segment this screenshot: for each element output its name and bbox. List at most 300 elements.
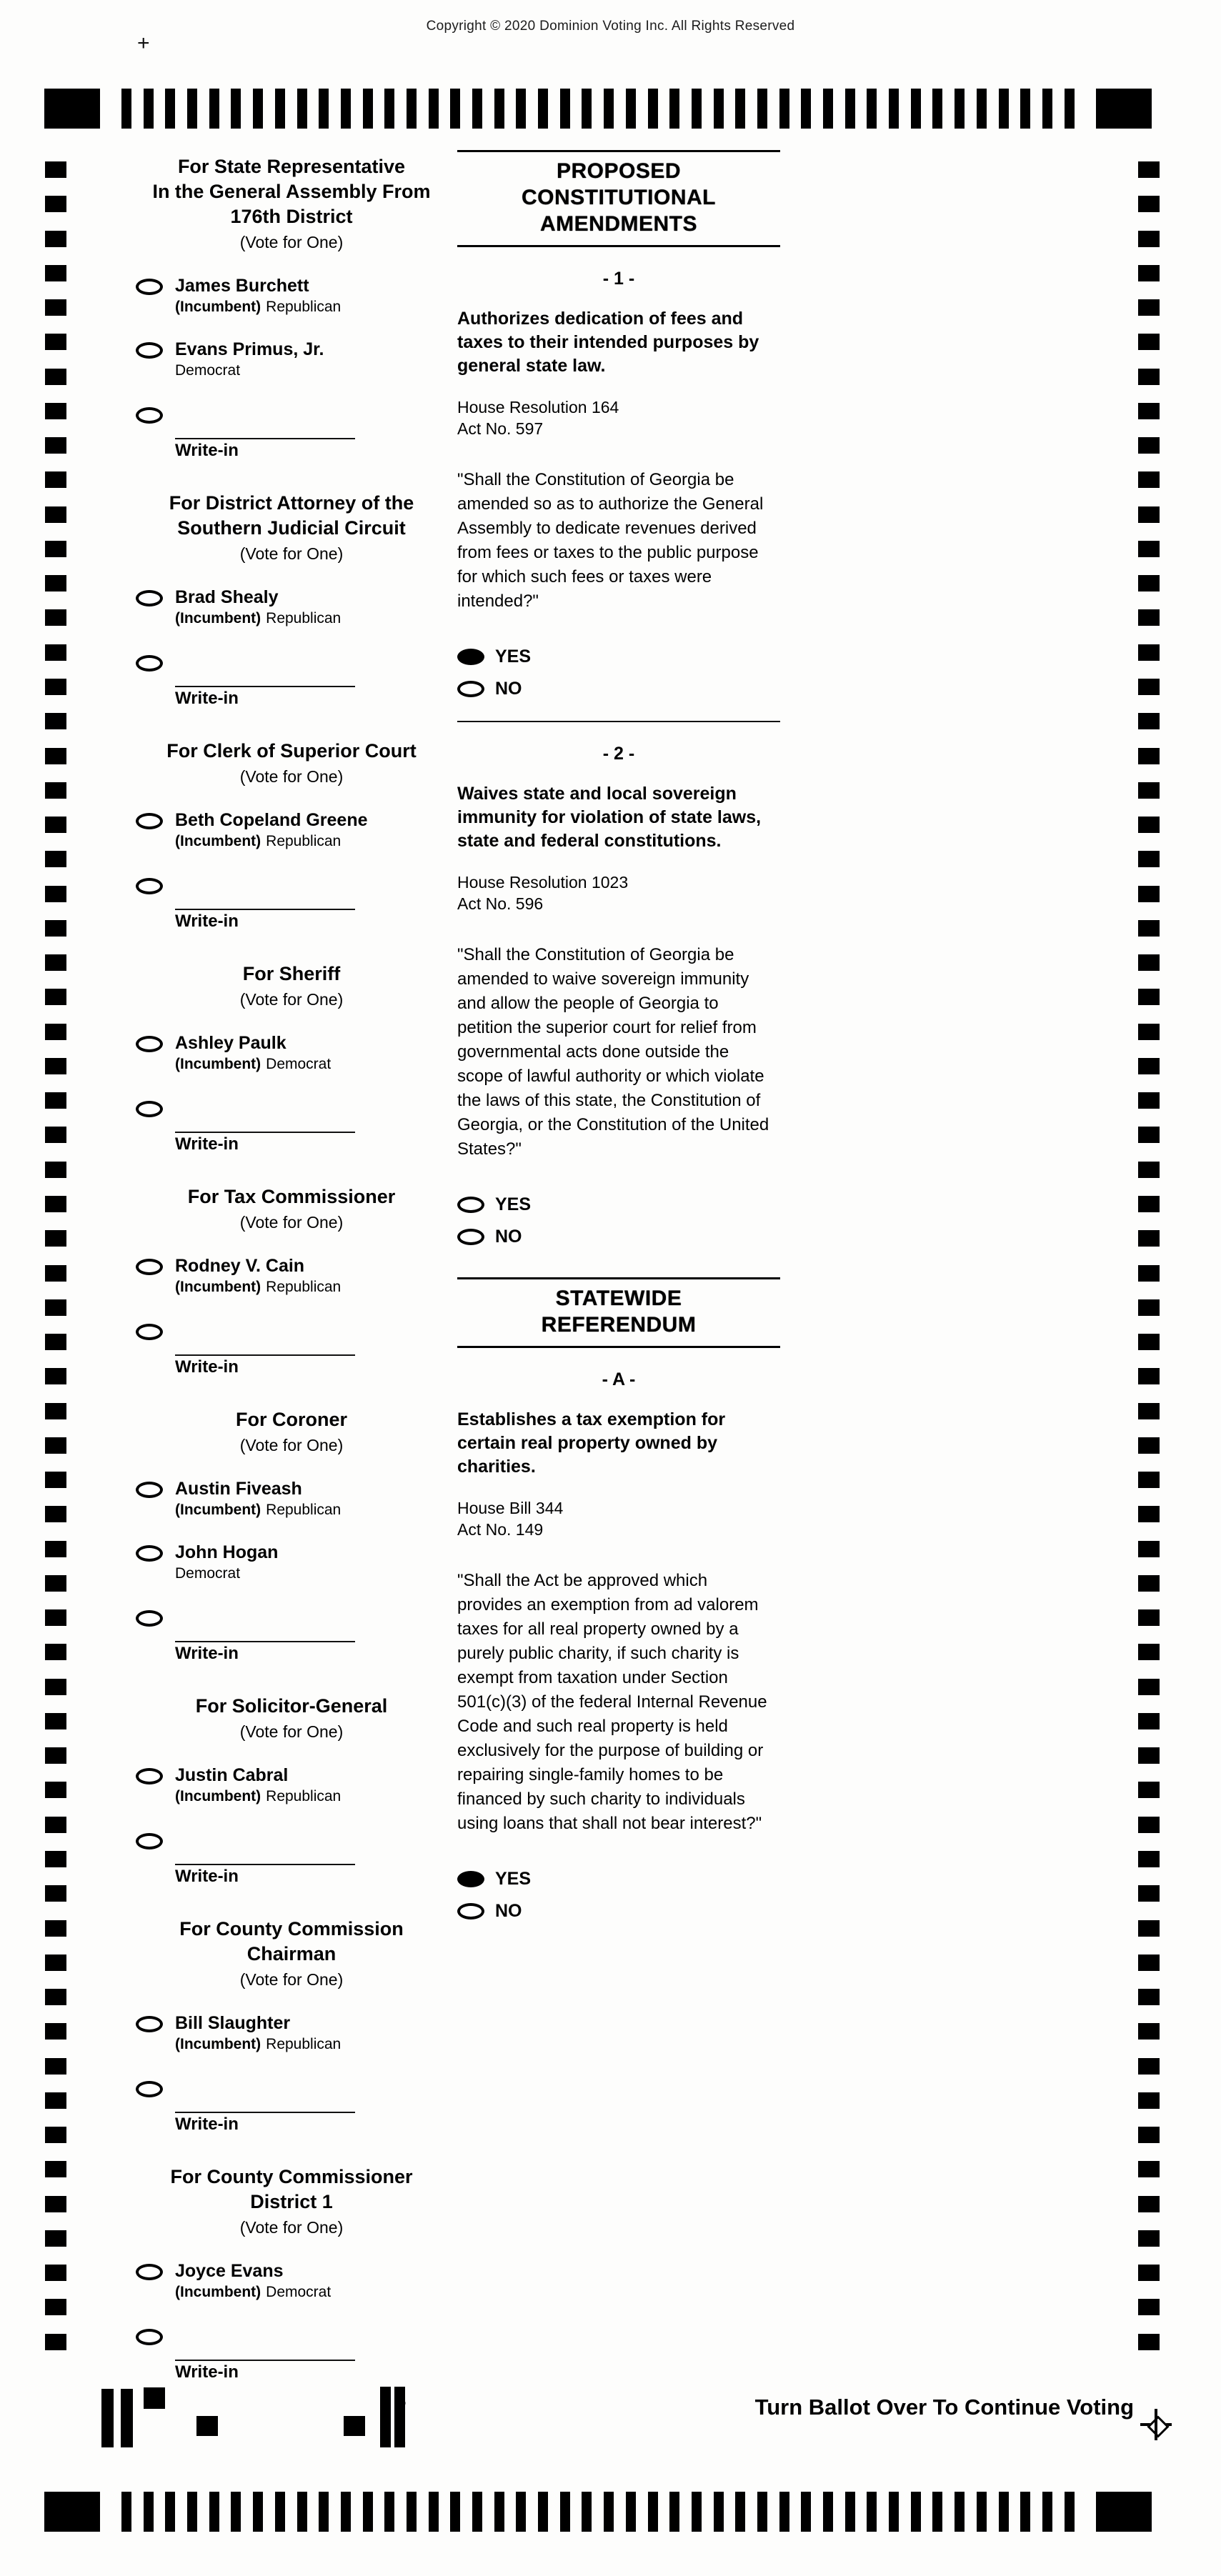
timing-end-block (44, 2492, 100, 2532)
timing-mark (955, 2492, 965, 2532)
timing-mark (45, 1817, 66, 1833)
vote-oval[interactable] (136, 878, 163, 894)
timing-mark (45, 1851, 66, 1867)
timing-mark (889, 2492, 899, 2532)
timing-mark (429, 2492, 439, 2532)
write-in-line[interactable] (175, 1641, 355, 1642)
measure-section (457, 150, 780, 1247)
timing-mark (45, 1334, 66, 1350)
measure-option[interactable] (457, 1227, 780, 1247)
contest-title: For Clerk of Superior Court (166, 740, 417, 762)
timing-mark (1138, 1437, 1160, 1454)
timing-mark (45, 954, 66, 971)
timing-mark (45, 575, 66, 591)
candidate-option[interactable] (136, 339, 447, 380)
candidate-party (175, 2282, 331, 2302)
timing-mark (45, 1782, 66, 1798)
ballot-measure (457, 1348, 780, 1922)
candidate-list (136, 809, 447, 932)
timing-mark (1138, 2196, 1160, 2212)
vote-oval[interactable] (457, 1871, 484, 1887)
candidate-option[interactable] (136, 2260, 447, 2302)
timing-mark (231, 89, 241, 129)
timing-end-block (1096, 89, 1152, 129)
write-in-area (175, 2360, 355, 2382)
timing-mark (889, 89, 899, 129)
measure-summary: Establishes a tax exemption for certain real property owned by charities. (457, 1409, 726, 1477)
write-in-label: Write-in (175, 2115, 239, 2134)
timing-mark (538, 2492, 548, 2532)
timing-mark (45, 1920, 66, 1937)
timing-mark (823, 89, 833, 129)
timing-mark (45, 403, 66, 419)
write-in-area (175, 1864, 355, 1887)
measure-reference: House Bill 344 Act No. 149 (457, 1499, 564, 1539)
contest-title: For Solicitor-General (195, 1695, 388, 1717)
timing-mark (45, 1196, 66, 1212)
timing-mark (45, 817, 66, 833)
candidate-list (136, 2012, 447, 2135)
timing-mark (341, 2492, 351, 2532)
timing-mark (429, 89, 439, 129)
timing-mark (1138, 782, 1160, 799)
timing-mark (560, 2492, 570, 2532)
timing-mark (1138, 1679, 1160, 1695)
timing-mark (1138, 2299, 1160, 2315)
timing-mark (45, 2127, 66, 2143)
timing-mark (45, 1541, 66, 1557)
timing-mark (45, 886, 66, 902)
vote-oval[interactable] (136, 1259, 163, 1275)
party-label: Democrat (175, 1565, 241, 1582)
party-label: Republican (266, 299, 342, 315)
contest-instruction: (Vote for One) (239, 990, 344, 1009)
timing-mark (407, 2492, 417, 2532)
timing-mark (45, 2230, 66, 2247)
timing-mark (1138, 2092, 1160, 2109)
timing-mark (45, 334, 66, 350)
timing-mark (165, 2492, 175, 2532)
timing-mark (932, 89, 942, 129)
timing-mark (867, 89, 877, 129)
candidate-name: Evans Primus, Jr. (175, 339, 324, 359)
vote-oval[interactable] (136, 1324, 163, 1340)
timing-mark (45, 1713, 66, 1729)
candidate-name: Joyce Evans (175, 2261, 284, 2281)
write-in-line[interactable] (175, 1864, 355, 1865)
timing-mark (144, 2492, 154, 2532)
candidate-option[interactable] (136, 1255, 447, 1297)
ballot-measure (457, 721, 780, 1247)
vote-oval[interactable] (136, 1545, 163, 1562)
timing-bars (121, 89, 1075, 129)
option-label: NO (495, 1227, 522, 1247)
timing-mark (1138, 2161, 1160, 2177)
timing-mark (1138, 471, 1160, 488)
timing-mark (45, 851, 66, 867)
timing-mark (45, 1472, 66, 1488)
write-in-line[interactable] (175, 909, 355, 910)
measure-option[interactable] (457, 679, 780, 699)
vote-oval[interactable] (136, 2264, 163, 2280)
write-in-option[interactable] (136, 1610, 447, 1664)
measure-number: - 1 - (602, 269, 635, 289)
measure-list (457, 1348, 780, 1922)
timing-mark (1138, 1058, 1160, 1074)
vote-oval[interactable] (136, 2016, 163, 2032)
timing-mark (1138, 2127, 1160, 2143)
candidate-list (136, 1478, 447, 1664)
timing-mark (1138, 1541, 1160, 1557)
timing-mark (1138, 748, 1160, 764)
timing-mark (1020, 2492, 1030, 2532)
timing-mark (297, 89, 307, 129)
vote-oval[interactable] (136, 813, 163, 829)
timing-mark (363, 2492, 373, 2532)
timing-mark (977, 89, 987, 129)
timing-mark (582, 89, 592, 129)
timing-mark (45, 609, 66, 626)
party-label: Republican (266, 1502, 342, 1518)
write-in-label: Write-in (175, 1644, 239, 1663)
timing-mark (45, 506, 66, 523)
write-in-option[interactable] (136, 1324, 447, 1377)
vote-oval[interactable] (136, 1036, 163, 1052)
timing-mark (1138, 231, 1160, 247)
candidate-party (175, 297, 341, 316)
vote-oval[interactable] (136, 1101, 163, 1117)
timing-mark (1138, 609, 1160, 626)
timing-mark (560, 89, 570, 129)
timing-marks-right (1138, 161, 1160, 2350)
party-label: Democrat (266, 1056, 332, 1072)
timing-mark (384, 2492, 394, 2532)
timing-mark (604, 89, 614, 129)
timing-mark (516, 2492, 526, 2532)
timing-mark (932, 2492, 942, 2532)
timing-mark (911, 2492, 921, 2532)
timing-mark (1138, 679, 1160, 695)
vote-oval[interactable] (136, 2081, 163, 2097)
timing-mark (1138, 1644, 1160, 1660)
write-in-label: Write-in (175, 441, 239, 460)
copyright-notice: Copyright © 2020 Dominion Voting Inc. All Rights Reserved (426, 19, 795, 34)
timing-mark (45, 471, 66, 488)
contest-title: For District Attorney of the Southern Judicial Circuit (169, 492, 414, 539)
timing-mark (692, 2492, 702, 2532)
timing-mark (45, 1989, 66, 2005)
write-in-area (175, 909, 355, 932)
registration-plus-icon: + (137, 31, 150, 55)
write-in-option[interactable] (136, 655, 447, 709)
write-in-line[interactable] (175, 1354, 355, 1356)
timing-mark (450, 2492, 460, 2532)
timing-mark (1138, 1713, 1160, 1729)
timing-marks-top (44, 89, 1152, 129)
timing-mark (1138, 1575, 1160, 1592)
incumbent-label: (Incumbent) (175, 1788, 261, 1804)
candidate-text (175, 1542, 278, 1583)
write-in-option[interactable] (136, 1833, 447, 1887)
timing-mark (45, 541, 66, 557)
timing-mark (45, 231, 66, 247)
timing-mark (187, 2492, 197, 2532)
write-in-label: Write-in (175, 2362, 239, 2382)
timing-mark (538, 89, 548, 129)
timing-mark (1138, 196, 1160, 212)
vote-oval[interactable] (136, 342, 163, 359)
candidate-party (175, 361, 324, 380)
ballot-measure (457, 247, 780, 699)
candidate-option[interactable] (136, 275, 447, 316)
timing-mark (1138, 265, 1160, 281)
measure-option[interactable] (457, 1901, 780, 1922)
timing-mark (1138, 1747, 1160, 1764)
contest (136, 1917, 447, 2135)
option-label: YES (495, 647, 532, 667)
measure-option[interactable] (457, 1194, 780, 1215)
timing-mark (1138, 1885, 1160, 1902)
barcode-mark (344, 2416, 365, 2436)
vote-oval[interactable] (136, 655, 163, 672)
timing-mark (253, 2492, 263, 2532)
timing-mark (363, 89, 373, 129)
timing-mark (45, 1299, 66, 1316)
timing-mark (45, 1092, 66, 1109)
vote-oval[interactable] (457, 1197, 484, 1213)
vote-oval[interactable] (136, 2329, 163, 2345)
write-in-option[interactable] (136, 407, 447, 461)
incumbent-label: (Incumbent) (175, 1502, 261, 1518)
measure-number: - A - (602, 1369, 636, 1389)
timing-mark (1138, 403, 1160, 419)
timing-mark (341, 89, 351, 129)
timing-mark (1138, 1368, 1160, 1384)
timing-mark (999, 89, 1009, 129)
timing-mark (45, 1575, 66, 1592)
candidate-list (136, 1764, 447, 1887)
timing-mark (121, 89, 131, 129)
measure-question: "Shall the Constitution of Georgia be amended so as to authorize the General Assembly to dedicate revenues derived from fees or taxes to the public purpose for which such fees or taxes were intended?" (457, 470, 764, 611)
timing-mark (45, 1127, 66, 1143)
timing-mark (45, 989, 66, 1005)
timing-mark (45, 2196, 66, 2212)
write-in-area (175, 1641, 355, 1664)
party-label: Republican (266, 833, 342, 849)
timing-mark (1138, 2265, 1160, 2281)
timing-mark (823, 2492, 833, 2532)
vote-oval[interactable] (136, 279, 163, 295)
write-in-option[interactable] (136, 2329, 447, 2382)
section-header: STATEWIDE REFERENDUM (457, 1277, 780, 1348)
timing-mark (45, 161, 66, 178)
write-in-option[interactable] (136, 1101, 447, 1154)
candidate-party (175, 1564, 278, 1583)
timing-mark (1138, 161, 1160, 178)
timing-mark (692, 89, 702, 129)
timing-mark (45, 1058, 66, 1074)
timing-mark (472, 89, 482, 129)
vote-oval[interactable] (457, 681, 484, 697)
timing-mark (1138, 713, 1160, 729)
candidate-list (136, 2260, 447, 2382)
write-in-label: Write-in (175, 689, 239, 708)
write-in-line[interactable] (175, 686, 355, 687)
write-in-label: Write-in (175, 912, 239, 931)
candidate-name: Bill Slaughter (175, 2013, 291, 2033)
candidate-option[interactable] (136, 586, 447, 628)
barcode-mark (121, 2389, 133, 2447)
timing-mark (253, 89, 263, 129)
timing-mark (209, 2492, 219, 2532)
contest-instruction: (Vote for One) (239, 767, 344, 786)
measure-list (457, 247, 780, 1247)
timing-mark (45, 1955, 66, 1971)
candidate-party (175, 1787, 341, 1806)
timing-mark (1138, 886, 1160, 902)
write-in-line[interactable] (175, 438, 355, 439)
contest-instruction: (Vote for One) (239, 233, 344, 251)
timing-mark (1138, 1851, 1160, 1867)
contest-instruction: (Vote for One) (239, 1213, 344, 1232)
candidate-option[interactable] (136, 1764, 447, 1806)
timing-mark (779, 2492, 789, 2532)
timing-mark (45, 2058, 66, 2075)
write-in-line[interactable] (175, 2360, 355, 2361)
timing-mark (1065, 2492, 1075, 2532)
vote-oval[interactable] (136, 1833, 163, 1849)
contest-instruction: (Vote for One) (239, 2218, 344, 2237)
barcode-mark (380, 2387, 391, 2447)
candidate-party (175, 1054, 331, 1074)
timing-mark (1138, 2058, 1160, 2075)
contest-title: For Sheriff (242, 963, 341, 984)
vote-oval[interactable] (136, 1768, 163, 1784)
timing-mark (1138, 1230, 1160, 1247)
candidate-name: Justin Cabral (175, 1765, 289, 1785)
write-in-option[interactable] (136, 2081, 447, 2135)
candidate-name: Ashley Paulk (175, 1033, 286, 1053)
candidate-option[interactable] (136, 809, 447, 851)
timing-mark (1042, 89, 1052, 129)
contest (136, 154, 447, 461)
contest-title: For Tax Commissioner (187, 1186, 396, 1207)
registration-crosshair-icon (1140, 2409, 1172, 2440)
timing-mark (845, 89, 855, 129)
contest (136, 1184, 447, 1377)
barcode-mark (196, 2416, 218, 2436)
candidate-option[interactable] (136, 2012, 447, 2054)
timing-mark (45, 2092, 66, 2109)
candidate-option[interactable] (136, 1032, 447, 1074)
candidate-party (175, 832, 368, 851)
incumbent-label: (Incumbent) (175, 299, 261, 315)
write-in-line[interactable] (175, 2112, 355, 2113)
timing-mark (144, 89, 154, 129)
timing-mark (1138, 1989, 1160, 2005)
timing-mark (187, 89, 197, 129)
write-in-option[interactable] (136, 878, 447, 932)
contest (136, 962, 447, 1154)
vote-oval[interactable] (457, 1903, 484, 1919)
measure-reference: House Resolution 164 Act No. 597 (457, 398, 619, 438)
timing-mark (1138, 1162, 1160, 1178)
timing-mark (1138, 1024, 1160, 1040)
timing-mark (407, 89, 417, 129)
timing-mark (45, 299, 66, 316)
timing-mark (1138, 954, 1160, 971)
write-in-area (175, 1132, 355, 1154)
contest (136, 2165, 447, 2382)
vote-oval[interactable] (136, 590, 163, 606)
timing-mark (45, 1368, 66, 1384)
incumbent-label: (Incumbent) (175, 2284, 261, 2300)
timing-mark (779, 89, 789, 129)
timing-mark (1138, 541, 1160, 557)
crosshair-diamond (1147, 2415, 1169, 2437)
barcode-mark (394, 2387, 405, 2447)
timing-mark (1138, 989, 1160, 1005)
barcode-mark (101, 2389, 114, 2447)
candidate-name: John Hogan (175, 1542, 279, 1562)
timing-marks-left (45, 161, 66, 2350)
timing-mark (45, 2334, 66, 2350)
measure-option[interactable] (457, 1869, 780, 1889)
timing-mark (1138, 1265, 1160, 1282)
timing-mark (801, 89, 811, 129)
party-label: Republican (266, 2036, 342, 2052)
contest-instruction: (Vote for One) (239, 1970, 344, 1989)
option-label: NO (495, 679, 522, 699)
incumbent-label: (Incumbent) (175, 2036, 261, 2052)
timing-mark (45, 1230, 66, 1247)
candidate-text (175, 339, 324, 380)
vote-oval[interactable] (457, 1229, 484, 1245)
candidate-option[interactable] (136, 1478, 447, 1519)
candidate-list (136, 275, 447, 461)
timing-mark (45, 1024, 66, 1040)
timing-mark (1138, 1920, 1160, 1937)
incumbent-label: (Incumbent) (175, 833, 261, 849)
timing-end-block (44, 89, 100, 129)
measures-column (457, 150, 780, 1922)
measure-option[interactable] (457, 647, 780, 667)
measure-options (457, 1194, 780, 1247)
timing-mark (45, 1437, 66, 1454)
timing-mark (1138, 1817, 1160, 1833)
timing-mark (1138, 1196, 1160, 1212)
timing-mark (384, 89, 394, 129)
candidate-option[interactable] (136, 1542, 447, 1583)
timing-mark (319, 2492, 329, 2532)
write-in-line[interactable] (175, 1132, 355, 1133)
timing-mark (494, 2492, 504, 2532)
vote-oval[interactable] (136, 1610, 163, 1627)
timing-mark (669, 89, 679, 129)
timing-mark (45, 920, 66, 937)
vote-oval[interactable] (457, 649, 484, 665)
candidate-text (175, 1764, 341, 1806)
vote-oval[interactable] (136, 407, 163, 424)
timing-mark (1138, 1299, 1160, 1316)
timing-mark (45, 1609, 66, 1626)
timing-mark (669, 2492, 679, 2532)
candidate-text (175, 1255, 341, 1297)
timing-mark (1065, 89, 1075, 129)
vote-oval[interactable] (136, 1482, 163, 1498)
timing-mark (1138, 1334, 1160, 1350)
timing-mark (1138, 2023, 1160, 2040)
